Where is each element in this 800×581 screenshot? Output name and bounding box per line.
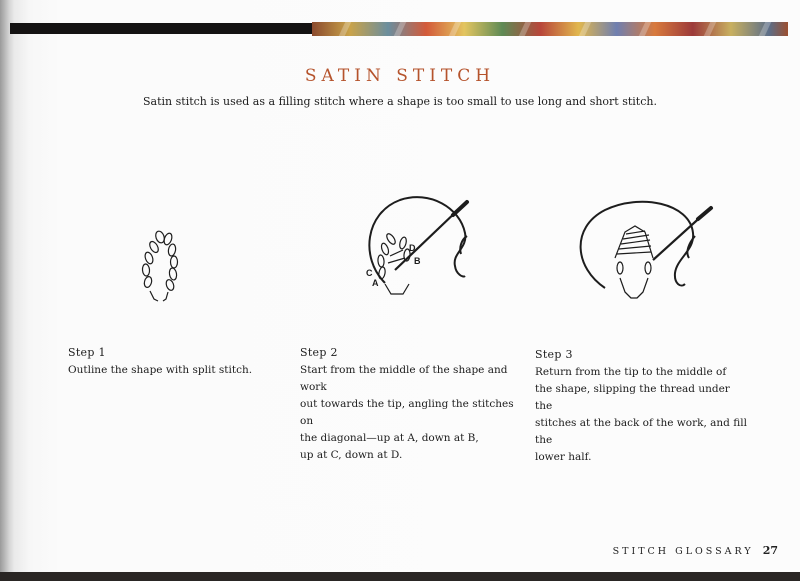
intro-text: Satin stitch is used as a filling stitch where a shape is too small to use long and short stitch. [143, 95, 657, 108]
step-3-label: Step 3 [535, 348, 573, 361]
header-embroidery-band [312, 22, 788, 36]
step-2-text: Start from the middle of the shape and work out towards the tip, angling the stitches on the diagonal—up at A, down at B, up at C, down at D. [300, 364, 514, 461]
page-number: 27 [762, 544, 778, 557]
label-c: C [366, 268, 373, 278]
step-1-illustration [130, 225, 190, 310]
step-3-text: Return from the tip to the middle of the shape, slipping the thread under the stitches at the back of the work, and fill the lower half. [535, 366, 747, 463]
step-1-text: Outline the shape with split stitch. [68, 364, 253, 376]
step-3-illustration [565, 188, 725, 313]
footer-section: STITCH GLOSSARY [612, 546, 754, 557]
page-title: SATIN STITCH [304, 66, 496, 86]
step-2-label: Step 2 [300, 346, 338, 359]
label-d: D [409, 243, 416, 253]
header-black-bar [10, 23, 312, 34]
step-1-label: Step 1 [68, 346, 106, 359]
page-footer [613, 544, 778, 557]
label-a: A [372, 278, 379, 288]
label-b: B [414, 256, 421, 266]
step-2-illustration [355, 188, 485, 313]
page-bottom-shadow [0, 572, 800, 581]
